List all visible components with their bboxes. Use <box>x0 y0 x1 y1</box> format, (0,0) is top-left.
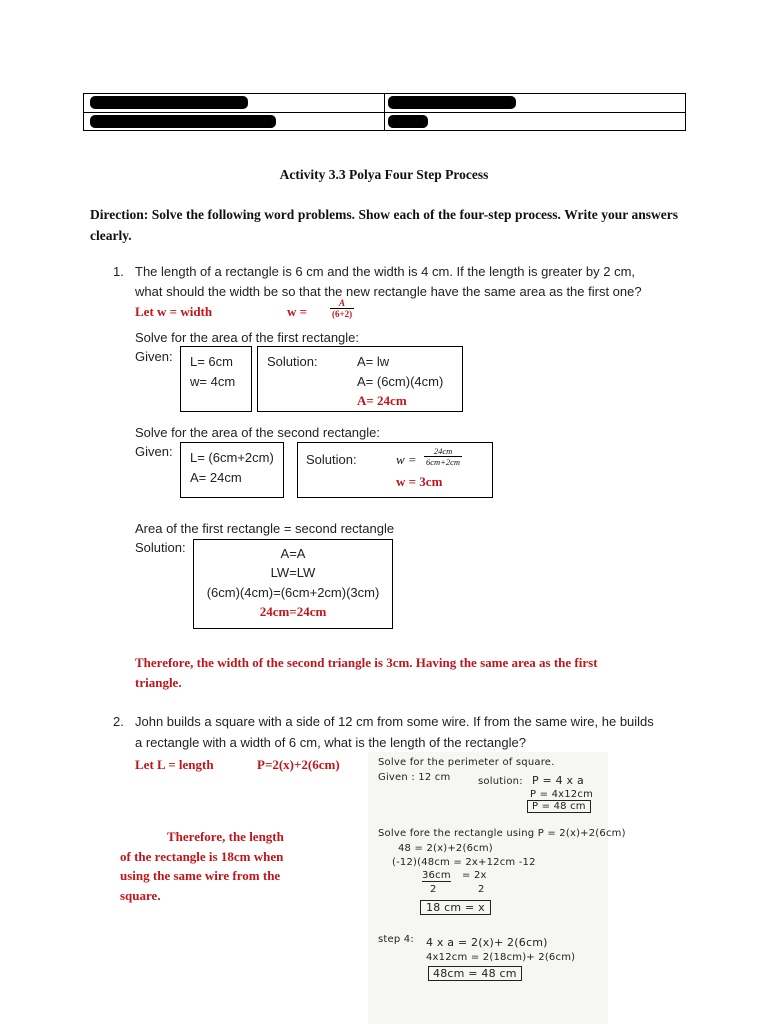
problem-1-formula-fraction <box>330 298 354 319</box>
redacted-name <box>90 96 248 109</box>
problem-2-conclusion-line2: of the rectangle is 18cm when <box>120 849 284 864</box>
hand-line-14: 18 cm = x <box>420 900 491 915</box>
hand-line-11: = 2x <box>462 870 487 881</box>
hand-line-10: 36cm <box>422 870 451 881</box>
solution-3-line3: (6cm)(4cm)=(6cm+2cm)(3cm) <box>206 585 380 600</box>
hand-line-3: solution: <box>478 776 523 787</box>
hand-line-5: P = 4x12cm <box>530 789 594 800</box>
solution-2-numerator: 24cm <box>424 446 462 457</box>
hand-line-1: Solve for the perimeter of square. <box>378 757 555 768</box>
solution-2-fraction <box>424 446 462 467</box>
direction-text: Direction: Solve the following word problems. Show each of the four-step process. Write your answers clearly. <box>90 207 678 243</box>
given-2-area: A= 24cm <box>190 470 242 485</box>
hand-line-9: (-12)(48cm = 2x+12cm -12 <box>392 857 536 868</box>
solution-1-formula: A= lw <box>357 354 390 369</box>
problem-1-text-line2: what should the width be so that the new rectangle have the same area as the first one? <box>135 284 642 299</box>
area-comparison-label: Area of the first rectangle = second rectangle <box>135 521 395 536</box>
solution-3-line1: A=A <box>280 546 306 561</box>
problem-2-let: Let L = length <box>135 757 214 772</box>
problem-1-conclusion-line1: Therefore, the width of the second triangle is 3cm. Having the same area as the first <box>135 655 598 670</box>
problem-1-formula-lhs: w = <box>287 304 308 319</box>
problem-1-let: Let w = width <box>135 304 213 319</box>
solution-2-denominator: 6cm+2cm <box>426 457 461 467</box>
solution-label-1: Solution: <box>267 354 318 369</box>
solution-1-answer: A= 24cm <box>357 393 407 408</box>
solution-2-lhs: w = <box>396 452 417 467</box>
redacted-section <box>90 115 276 128</box>
hand-line-13: 2 <box>478 884 485 895</box>
hand-line-12: 2 <box>430 884 437 895</box>
problem-2-conclusion-line3: using the same wire from the <box>120 868 281 883</box>
problem-2-number: 2. <box>113 714 124 729</box>
given-label-2: Given: <box>135 444 173 459</box>
given-1-length: L= 6cm <box>190 354 233 369</box>
hand-line-4: P = 4 x a <box>532 774 584 787</box>
given-label-1: Given: <box>135 349 173 364</box>
redacted-date <box>388 96 516 109</box>
solution-3-line2: LW=LW <box>270 565 316 580</box>
second-rectangle-label: Solve for the area of the second rectangle: <box>135 425 380 440</box>
solution-1-substitution: A= (6cm)(4cm) <box>357 374 444 389</box>
table-divider-horizontal <box>84 112 685 113</box>
problem-2-text-line2: a rectangle with a width of 6 cm, what is the length of the rectangle? <box>135 735 526 750</box>
hand-line-6: P = 48 cm <box>527 800 591 813</box>
page-title: Activity 3.3 Polya Four Step Process <box>279 167 489 182</box>
problem-1-text-line1: The length of a rectangle is 6 cm and the width is 4 cm. If the length is greater by 2 cm, <box>135 264 636 279</box>
given-2-length: L= (6cm+2cm) <box>190 450 274 465</box>
solution-label-2: Solution: <box>306 452 357 467</box>
formula-numerator: A <box>330 298 354 309</box>
problem-2-conclusion-line4: square. <box>120 888 161 903</box>
problem-1-conclusion-line2: triangle. <box>135 675 182 690</box>
hand-line-15: step 4: <box>378 934 414 945</box>
problem-2-formula: P=2(x)+2(6cm) <box>257 757 340 772</box>
problem-2-text-line1: John builds a square with a side of 12 cm from some wire. If from the same wire, he builds <box>135 714 654 729</box>
hand-line-16: 4 x a = 2(x)+ 2(6cm) <box>426 936 548 949</box>
solution-2-answer: w = 3cm <box>396 474 443 489</box>
redacted-score <box>388 115 428 128</box>
solution-label-3: Solution: <box>135 540 186 555</box>
hand-line-2: Given : 12 cm <box>378 772 451 783</box>
formula-denominator: (6+2) <box>332 309 353 319</box>
hand-line-7: Solve fore the rectangle using P = 2(x)+2(6cm) <box>378 828 626 839</box>
solution-box-2 <box>297 442 493 498</box>
first-rectangle-label: Solve for the area of the first rectangle: <box>135 330 360 345</box>
hand-line-18: 48cm = 48 cm <box>428 966 522 981</box>
problem-1-number: 1. <box>113 264 124 279</box>
given-1-width: w= 4cm <box>190 374 236 389</box>
problem-2-conclusion-line1: Therefore, the length <box>167 829 284 844</box>
solution-3-answer: 24cm=24cm <box>259 604 327 619</box>
hand-line-17: 4x12cm = 2(18cm)+ 2(6cm) <box>426 952 576 963</box>
hand-line-8: 48 = 2(x)+2(6cm) <box>398 843 493 854</box>
